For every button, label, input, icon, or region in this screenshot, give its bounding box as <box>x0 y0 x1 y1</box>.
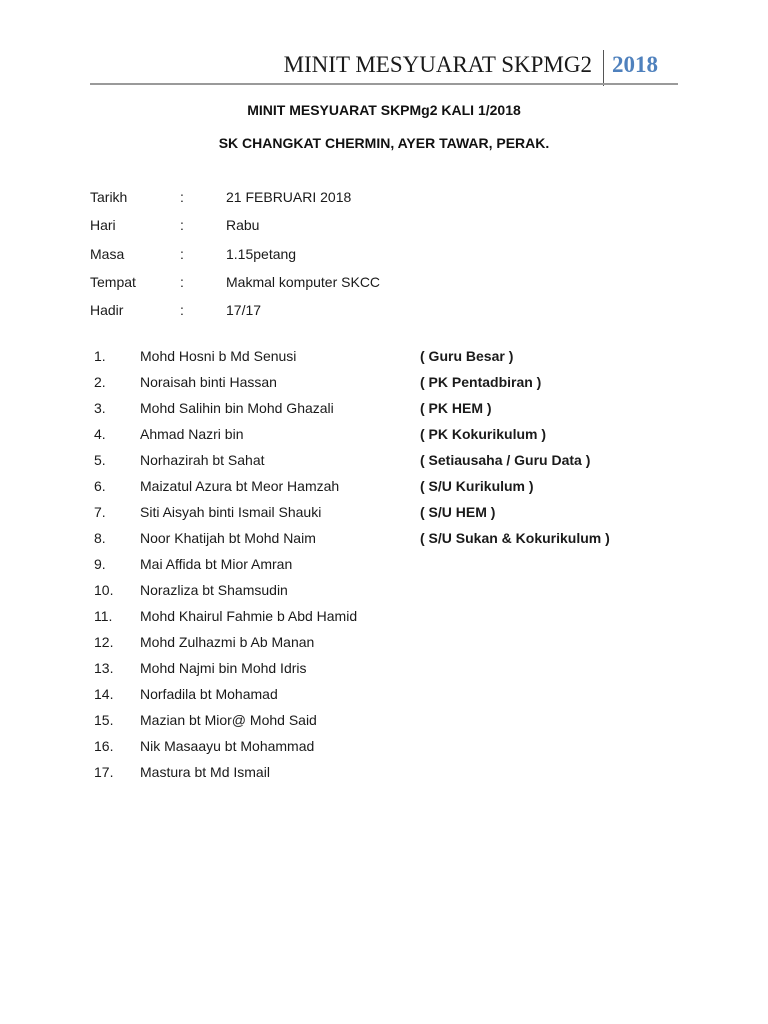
attendee-role: ( S/U Sukan & Kokurikulum ) <box>420 530 610 546</box>
header-divider <box>603 50 604 86</box>
attendee-name: Norhazirah bt Sahat <box>140 452 265 468</box>
info-value: Rabu <box>226 217 260 234</box>
document-title: MINIT MESYUARAT SKPMg2 KALI 1/2018 <box>247 102 521 118</box>
list-item <box>94 582 654 608</box>
header-year: 2018 <box>612 52 658 77</box>
attendee-name: Mohd Najmi bin Mohd Idris <box>140 660 307 676</box>
attendee-role: ( PK HEM ) <box>420 400 492 416</box>
attendee-role: ( Setiausaha / Guru Data ) <box>420 452 591 468</box>
attendee-role: ( Guru Besar ) <box>420 348 514 364</box>
attendee-name: Mohd Khairul Fahmie b Abd Hamid <box>140 608 358 624</box>
attendee-name: Noraisah binti Hassan <box>140 374 277 390</box>
list-item <box>94 504 654 530</box>
info-colon: : <box>180 189 184 205</box>
list-item <box>94 764 654 790</box>
info-value: 1.15petang <box>226 245 297 262</box>
page-header <box>90 50 678 84</box>
info-label: Tempat <box>90 273 136 290</box>
attendee-number: 16. <box>94 738 114 754</box>
attendee-name: Mohd Hosni b Md Senusi <box>140 348 297 364</box>
info-row-time <box>90 246 590 274</box>
attendee-name: Mohd Zulhazmi b Ab Manan <box>140 634 315 650</box>
attendee-name: Norazliza bt Shamsudin <box>140 582 288 598</box>
list-item <box>94 556 654 582</box>
attendee-name: Mazian bt Mior@ Mohd Said <box>140 712 317 728</box>
attendee-number: 8. <box>94 530 106 546</box>
info-value: 21 FEBRUARI 2018 <box>226 189 352 205</box>
info-label: Masa <box>90 245 125 262</box>
attendee-number: 7. <box>94 504 106 520</box>
list-item <box>94 738 654 764</box>
info-colon: : <box>180 217 184 234</box>
attendee-name: Siti Aisyah binti Ismail Shauki <box>140 504 322 520</box>
info-row-date <box>90 189 590 217</box>
info-label: Hari <box>90 217 116 234</box>
list-item <box>94 530 654 556</box>
attendee-role: ( S/U HEM ) <box>420 504 496 520</box>
attendee-number: 9. <box>94 556 106 572</box>
list-item <box>94 608 654 634</box>
attendee-name: Maizatul Azura bt Meor Hamzah <box>140 478 340 494</box>
attendee-name: Ahmad Nazri bin <box>140 426 244 442</box>
attendee-number: 6. <box>94 478 106 494</box>
info-label: Tarikh <box>90 189 128 205</box>
info-row-day <box>90 217 590 245</box>
info-colon: : <box>180 245 184 262</box>
info-colon: : <box>180 273 184 290</box>
attendee-role: ( S/U Kurikulum ) <box>420 478 534 494</box>
meeting-info <box>90 189 590 330</box>
attendee-number: 12. <box>94 634 114 650</box>
attendee-number: 11. <box>94 608 113 624</box>
attendee-number: 14. <box>94 686 114 702</box>
list-item <box>94 374 654 400</box>
attendee-list <box>94 348 654 790</box>
list-item <box>94 634 654 660</box>
list-item <box>94 452 654 478</box>
attendee-number: 2. <box>94 374 106 390</box>
attendee-number: 3. <box>94 400 106 416</box>
header-title: MINIT MESYUARAT SKPMG2 <box>283 52 592 77</box>
list-item <box>94 478 654 504</box>
attendee-name: Nik Masaayu bt Mohammad <box>140 738 315 754</box>
list-item <box>94 712 654 738</box>
list-item <box>94 660 654 686</box>
info-value: 17/17 <box>226 302 262 319</box>
list-item <box>94 348 654 374</box>
attendee-name: Noor Khatijah bt Mohd Naim <box>140 530 316 546</box>
header-rule <box>90 83 678 85</box>
attendee-number: 5. <box>94 452 106 468</box>
attendee-number: 17. <box>94 764 114 780</box>
attendee-number: 13. <box>94 660 114 676</box>
list-item <box>94 400 654 426</box>
info-value: Makmal komputer SKCC <box>226 273 381 290</box>
attendee-name: Mohd Salihin bin Mohd Ghazali <box>140 400 334 416</box>
info-colon: : <box>180 302 184 319</box>
list-item <box>94 686 654 712</box>
info-row-place <box>90 274 590 302</box>
attendee-number: 1. <box>94 348 106 364</box>
attendee-number: 4. <box>94 426 106 442</box>
attendee-role: ( PK Kokurikulum ) <box>420 426 547 442</box>
attendee-name: Norfadila bt Mohamad <box>140 686 278 702</box>
attendee-name: Mai Affida bt Mior Amran <box>140 556 293 572</box>
attendee-role: ( PK Pentadbiran ) <box>420 374 542 390</box>
attendee-number: 10. <box>94 582 114 598</box>
attendee-number: 15. <box>94 712 114 728</box>
info-row-attendance <box>90 302 590 330</box>
document-subtitle: SK CHANGKAT CHERMIN, AYER TAWAR, PERAK. <box>218 135 550 151</box>
list-item <box>94 426 654 452</box>
attendee-name: Mastura bt Md Ismail <box>140 764 270 780</box>
info-label: Hadir <box>90 302 124 319</box>
